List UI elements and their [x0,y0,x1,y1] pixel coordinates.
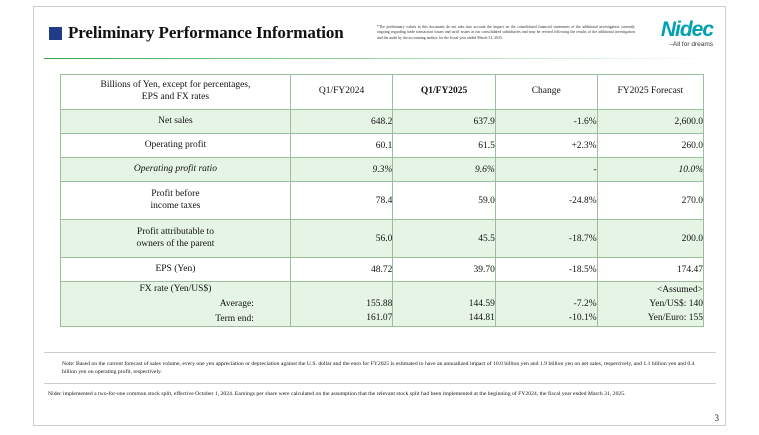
column-header-metric-line1: Billions of Yen, except for percentages, [100,80,251,91]
footnote-fx-sensitivity: Note: Based on the current forecast of sales volume, every one yen appreciation or depreciation against the U.S. dollar and the euro for FY2025 is estimated to have an annualized impact of 10.0 billion yen and 1.9 billion yen on net sales, respectively, and 1.1 billion yen and 0.4 billion yen on operating profit, respectively. [62,361,695,376]
row-label-eps: EPS (Yen) [61,258,291,282]
cell-profit-owners-q1fy2025: 45.5 [393,220,496,258]
cell-op-ratio-q1fy2024: 9.3% [290,158,392,182]
cell-fx-average-q1fy2024: 155.88 [366,298,393,309]
cell-eps-forecast: 174.47 [597,258,703,282]
company-logo [661,19,713,48]
cell-fx-forecast [597,282,703,327]
row-label-line2: income taxes [150,200,201,211]
column-header-q1fy2025: Q1/FY2025 [393,75,496,110]
row-label-line1: Profit before [151,188,200,199]
cell-profit-owners-forecast: 200.0 [597,220,703,258]
fx-forecast-line3: Yen/Euro: 155 [647,313,703,323]
cell-pbt-q1fy2025: 59.0 [393,182,496,220]
cell-profit-owners-q1fy2024: 56.0 [290,220,392,258]
row-label-operating-profit: Operating profit [61,134,291,158]
table-row [61,158,704,182]
footnote-stock-split: Nidec implemented a two-for-one common stock split, effective October 1, 2024. Earnings per share were calculated on the assumption that the relevant stock split had been implemented at the beginning of FY2024, the fiscal year ended March 31, 2025. [48,391,626,397]
fx-termend-label: Term end: [215,313,254,324]
cell-fx-termend-q1fy2024: 161.07 [366,313,393,323]
cell-operating-profit-q1fy2025: 61.5 [393,134,496,158]
table-row [61,134,704,158]
fx-forecast-line2: Yen/US$: 140 [649,298,703,309]
row-label-profit-before-income-taxes [61,182,291,220]
performance-table [60,74,704,327]
cell-net-sales-q1fy2025: 637.9 [393,110,496,134]
row-label-net-sales: Net sales [61,110,291,134]
table-header-row [61,75,704,110]
cell-eps-q1fy2025: 39.70 [393,258,496,282]
row-label-line2: owners of the parent [136,238,215,249]
cell-eps-q1fy2024: 48.72 [290,258,392,282]
cell-fx-change [495,282,597,327]
fx-spacer [393,283,495,297]
column-header-q1fy2024: Q1/FY2024 [290,75,392,110]
cell-fx-q1fy2024 [290,282,392,327]
row-label-operating-profit-ratio: Operating profit ratio [61,158,291,182]
row-label-profit-attributable-to-owners [61,220,291,258]
table-row-fx [61,282,704,327]
page-title [49,23,369,43]
fx-forecast-line1: <Assumed> [656,284,703,295]
cell-net-sales-forecast: 2,600.0 [597,110,703,134]
page-number: 3 [714,413,719,423]
cell-pbt-q1fy2024: 78.4 [290,182,392,220]
table-row [61,258,704,282]
cell-operating-profit-change: +2.3% [495,134,597,158]
table-row [61,220,704,258]
cell-op-ratio-q1fy2025: 9.6% [393,158,496,182]
fx-spacer [496,283,597,297]
cell-pbt-change: -24.8% [495,182,597,220]
cell-profit-owners-change: -18.7% [495,220,597,258]
header-divider [44,58,716,59]
column-header-forecast: FY2025 Forecast [597,75,703,110]
cell-pbt-forecast: 270.0 [597,182,703,220]
cell-operating-profit-forecast: 260.0 [597,134,703,158]
footnote-divider-1 [44,352,716,353]
logo-wordmark: Nidec [660,17,713,41]
column-header-metric [61,75,291,110]
cell-fx-termend-q1fy2025: 144.81 [468,313,495,323]
cell-fx-average-change: -7.2% [573,298,597,309]
title-bullet-icon [49,27,62,40]
logo-tagline: –All for dreams [669,40,713,48]
cell-fx-termend-change: -10.1% [568,313,597,323]
disclaimer-note: *The preliminary values in this document do not take into account the impact on the consolidated financial statements of the additional investigation currently ongoing regarding trade transaction issues and tariff issues at our consolidated subsidiaries and may be revised following the results of the additional investigation and the audit by the accounting auditor for the fiscal year ended March 31, 2025. [377,24,635,40]
fx-title: FX rate (Yen/US$) [139,284,212,294]
cell-eps-change: -18.5% [495,258,597,282]
cell-op-ratio-forecast: 10.0% [597,158,703,182]
table-row [61,182,704,220]
row-label-line1: Profit attributable to [136,226,214,237]
column-header-change: Change [495,75,597,110]
cell-operating-profit-q1fy2024: 60.1 [290,134,392,158]
cell-net-sales-q1fy2024: 648.2 [290,110,392,134]
slide-header [34,7,725,59]
cell-fx-average-q1fy2025: 144.59 [468,298,495,309]
fx-average-label: Average: [219,299,254,310]
row-label-fx-rate [61,282,291,327]
cell-op-ratio-change: - [495,158,597,182]
column-header-metric-line2: EPS and FX rates [141,92,210,102]
page-title-text: Preliminary Performance Information [68,23,344,42]
fx-spacer [291,283,392,297]
cell-fx-q1fy2025 [393,282,496,327]
table-row [61,110,704,134]
footnote-divider-2 [44,383,716,384]
cell-net-sales-change: -1.6% [495,110,597,134]
